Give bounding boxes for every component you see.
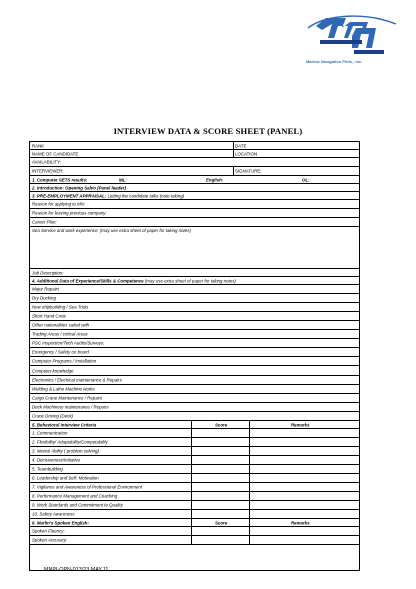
criterion-label: 5. Teambuilding — [32, 466, 63, 472]
divider — [191, 519, 192, 526]
criterion-label: 4. Decisiveness/Initiative — [32, 457, 81, 463]
criterion-label: 7. Vigilance and Awareness of Professional Environment — [32, 484, 142, 490]
divider — [249, 438, 250, 446]
table-row — [30, 527, 359, 536]
skill-label: Crane Driving (Deck) — [32, 413, 73, 419]
additional-data-note: (may use extra sheet of paper for taking notes) — [144, 278, 236, 283]
skill-label: Emergency / Safety on board — [32, 349, 89, 355]
criterion-label: 2. Flexibility/ Adaptability/Competability — [32, 439, 108, 445]
reason-applying-row — [30, 200, 359, 209]
criterion-label: 9. Work Standards and Commitment to Quality — [32, 502, 123, 508]
divider — [191, 438, 192, 446]
pre-employment-row — [30, 192, 359, 200]
divider — [249, 474, 250, 482]
candidate-row — [30, 150, 359, 158]
skill-label: Welding & Lathe Machine works — [32, 386, 95, 392]
list-item — [30, 339, 359, 348]
table-row — [30, 474, 359, 483]
list-item — [30, 321, 359, 330]
behavioral-label: 5. Behavioral Interview Criteria — [32, 422, 97, 427]
introduction-label: 2. Introduction: Opening Salvo (Panel leader) — [32, 185, 126, 190]
computer-results-row — [30, 176, 359, 184]
divider — [249, 429, 250, 437]
divider — [191, 429, 192, 437]
signature-label: SIGNATURE: — [235, 168, 262, 174]
list-item — [30, 348, 359, 357]
page-title: INTERVIEW DATA & SCORE SHEET (PANEL) — [113, 126, 303, 136]
skill-label: Cargo Crane Maintenance / Repairs — [32, 395, 103, 401]
behavioral-header-row — [30, 421, 359, 429]
location-label: LOCATION — [235, 151, 258, 156]
spoken-fluency-label: Spoken Fluency: — [32, 528, 65, 534]
availability-row — [30, 158, 359, 167]
score-header: Score — [215, 520, 228, 525]
divider — [249, 519, 250, 526]
table-row — [30, 429, 359, 438]
divider — [249, 510, 250, 518]
ml-label: ML: — [119, 177, 127, 182]
skill-label: Other nationalities sailed with — [32, 322, 90, 328]
english-label: English: — [206, 177, 224, 182]
rank-label: RANK — [32, 143, 45, 148]
criterion-label: 6. Leadership and Self- Motivation — [32, 475, 99, 481]
skill-label: Short Hand Crew — [32, 313, 66, 319]
divider — [233, 150, 234, 157]
reason-applying-label: Reason for applying to MN: — [32, 201, 86, 207]
divider — [191, 527, 192, 535]
list-item — [30, 394, 359, 403]
criterion-label: 8. Performance Management and Coaching — [32, 493, 118, 499]
pre-employment-label: 3. PRE-EMPLOYMENT APPRAISAL: — [32, 193, 107, 198]
divider — [233, 167, 234, 175]
table-row — [30, 510, 359, 519]
divider — [249, 501, 250, 509]
table-row — [30, 456, 359, 465]
score-sheet-form — [29, 141, 360, 571]
reason-leaving-label: Reason for leaving previous company: — [32, 210, 107, 216]
divider — [249, 492, 250, 500]
table-row — [30, 465, 359, 474]
job-description-row — [30, 269, 359, 277]
divider — [191, 510, 192, 518]
reason-leaving-row — [30, 209, 359, 218]
interviewer-row — [30, 167, 359, 176]
remarks-header: Remarks — [291, 520, 310, 525]
candidate-label: NAME OF CANDIDATE — [32, 151, 79, 156]
list-item — [30, 294, 359, 303]
table-row — [30, 501, 359, 510]
divider — [249, 483, 250, 491]
career-plan-row — [30, 218, 359, 227]
criterion-label: 3. Mental Ability ( problem solving) — [32, 448, 99, 454]
pre-employment-heading — [32, 193, 184, 198]
divider — [249, 536, 250, 544]
divider — [249, 527, 250, 535]
skill-label: Electronics / Electrical maintenance & Repairs — [32, 377, 122, 383]
table-row — [30, 438, 359, 447]
criterion-label: 1. Communication — [32, 430, 68, 436]
sea-service-row — [30, 227, 359, 269]
company-name: Marlow Navigation Phils., Inc. — [306, 60, 363, 64]
job-description-label: Job Description: — [32, 270, 64, 275]
pre-employment-note: Letting the candidate talks (note taking) — [107, 193, 185, 198]
divider — [249, 447, 250, 455]
skill-label: Deck Machinery maintenance / Repairs — [32, 404, 109, 410]
list-item — [30, 376, 359, 385]
rank-row — [30, 142, 359, 150]
criterion-label: 10. Safety Awareness — [32, 511, 75, 517]
ol-label: OL: — [302, 177, 310, 182]
skill-label: Trading Areas / critical Areas — [32, 331, 88, 337]
divider — [249, 421, 250, 428]
list-item — [30, 403, 359, 412]
skill-label: Computer knowledge — [32, 368, 74, 373]
table-row — [30, 536, 359, 545]
table-row — [30, 483, 359, 492]
skill-label: Major Repairs — [32, 286, 60, 292]
list-item — [30, 366, 359, 376]
introduction-row — [30, 184, 359, 192]
divider — [249, 456, 250, 464]
interviewer-label: INTERVIEWER: — [32, 168, 64, 174]
table-row — [30, 447, 359, 456]
spoken-accuracy-label: Spoken Accuracy: — [32, 537, 68, 543]
table-row — [30, 492, 359, 501]
additional-data-heading — [32, 278, 236, 283]
divider — [249, 465, 250, 473]
skill-label: Computer Programs / Installation — [32, 358, 97, 364]
list-item — [30, 330, 359, 339]
list-item — [30, 412, 359, 421]
divider — [191, 492, 192, 500]
spoken-english-header-row — [30, 519, 359, 527]
divider — [233, 142, 234, 149]
list-item — [30, 285, 359, 294]
divider — [191, 465, 192, 473]
additional-data-row — [30, 277, 359, 285]
list-item — [30, 312, 359, 321]
score-header: Score — [215, 422, 228, 427]
divider — [191, 456, 192, 464]
career-plan-label: Career Plan: — [32, 219, 57, 225]
availability-label: AVAILABILITY: — [32, 159, 62, 165]
sea-service-label: Sea Service and work experience: (may use extra sheet of paper for taking notes) — [32, 228, 191, 233]
additional-data-label: 4. Additional Data of Experience/Skills & Competence — [32, 278, 144, 283]
divider — [191, 447, 192, 455]
divider — [191, 421, 192, 428]
divider — [191, 474, 192, 482]
date-label: DATE — [235, 143, 247, 148]
skill-label: PSC Inspection/Tech Audits/Surveys: — [32, 340, 105, 346]
divider — [191, 501, 192, 509]
skill-label: New shipbuilding / Sea Trials — [32, 304, 89, 310]
computer-results-label: 1. Computer SETS results: — [32, 177, 88, 182]
remarks-header: Remarks — [291, 422, 310, 427]
divider — [191, 483, 192, 491]
divider — [191, 536, 192, 544]
spoken-english-label: 6. Marlin's Spoken English: — [32, 520, 89, 525]
form-code: MNPI-OPN-013/23.MAY.11 — [44, 567, 109, 573]
list-item — [30, 385, 359, 394]
list-item — [30, 303, 359, 312]
skill-label: Dry Docking — [32, 295, 56, 301]
list-item — [30, 357, 359, 366]
